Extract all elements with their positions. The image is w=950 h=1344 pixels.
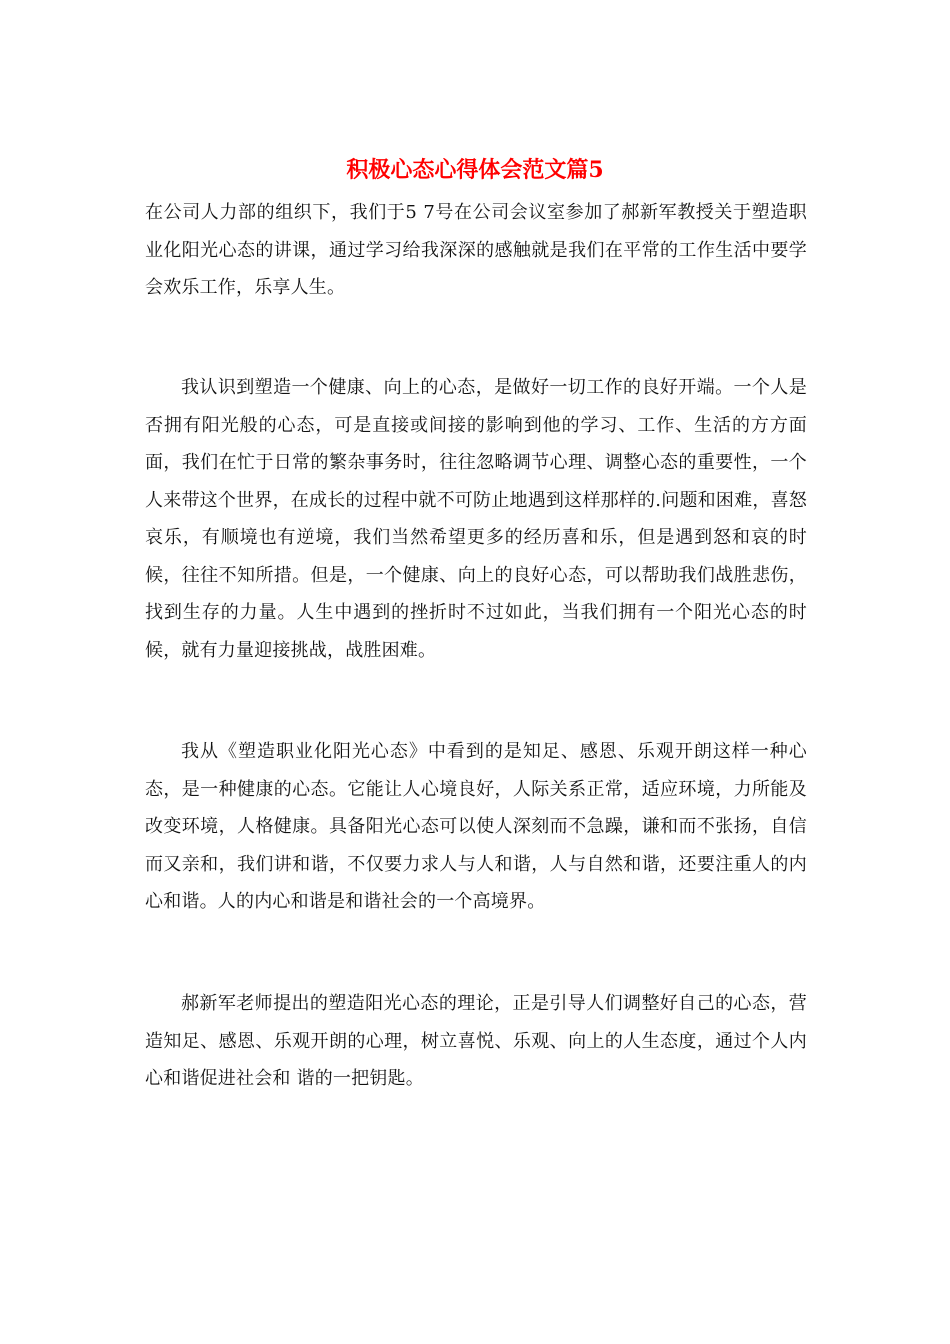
paragraph-sunny-mindset: 我从《塑造职业化阳光心态》中看到的是知足、感恩、乐观开朗这样一种心态，是一种健康的心态。它能让人心境良好，人际关系正常，适应环境，力所能及改变环境，人格健康。具备阳光心态可以使人深刻而不急躁，谦和而不张扬，自信而又亲和，我们讲和谐，不仅要力求人与人和谐，人与自然和谐，还要注重人的内心和谐。人的内心和谐是和谐社会的一个高境界。	[145, 741, 807, 912]
paragraph-intro: 在公司人力部的组织下，我们于5 7号在公司会议室参加了郝新军教授关于塑造职业化阳光心态的讲课，通过学习给我深深的感触就是我们在平常的工作生活中要学会欢乐工作，乐享人生。	[145, 202, 807, 298]
paragraph-healthy-mindset: 我认识到塑造一个健康、向上的心态，是做好一切工作的良好开端。一个人是否拥有阳光般的心态，可是直接或间接的影响到他的学习、工作、生活的方方面面，我们在忙于日常的繁杂事务时，往往忽略调节心理、调整心态的重要性，一个人来带这个世界，在成长的过程中就不可防止地遇到这样那样的.问题和困难，喜怒哀乐，有顺境也有逆境，我们当然希望更多的经历喜和乐，但是遇到怒和哀的时候，往往不知所措。但是，一个健康、向上的良好心态，可以帮助我们战胜悲伤，找到生存的力量。人生中遇到的挫折时不过如此，当我们拥有一个阳光心态的时候，就有力量迎接挑战，战胜困难。	[145, 377, 807, 661]
document-title: 积极心态心得体会范文篇5	[346, 157, 604, 183]
paragraph-conclusion: 郝新军老师提出的塑造阳光心态的理论，正是引导人们调整好自己的心态，营造知足、感恩、乐观开朗的心理，树立喜悦、乐观、向上的人生态度，通过个人内心和谐促进社会和 谐的一把钥匙。	[145, 993, 807, 1089]
